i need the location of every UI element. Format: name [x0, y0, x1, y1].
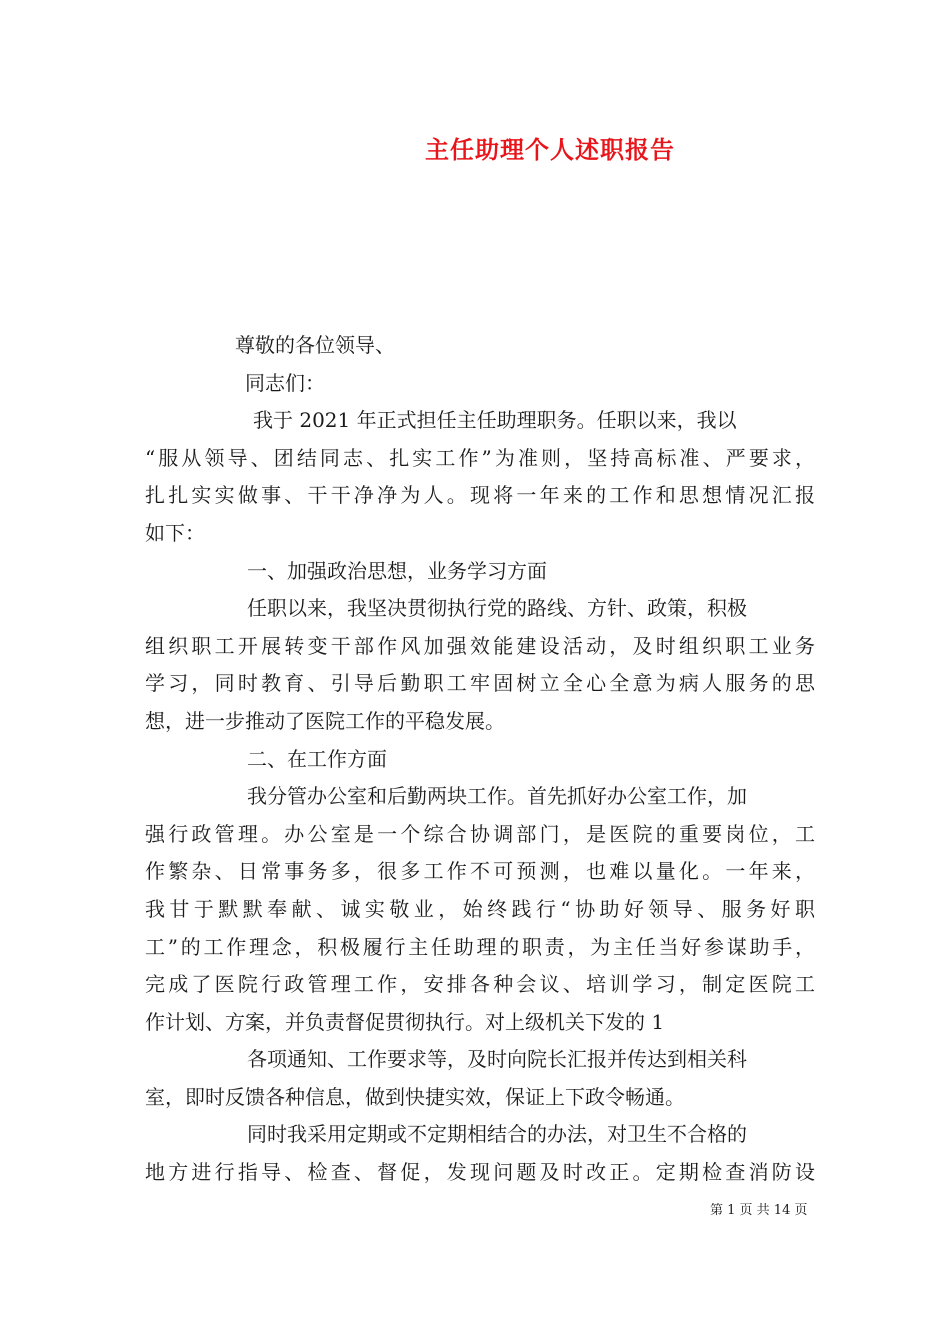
paragraph-line: 地方进行指导、检查、督促，发现问题及时改正。定期检查消防设 [145, 1160, 815, 1185]
section-heading: 一、加强政治思想，业务学习方面 [247, 558, 547, 583]
paragraph-line: 强行政管理。办公室是一个综合协调部门，是医院的重要岗位，工 [145, 821, 815, 846]
greeting-line: 尊敬的各位领导、 [235, 333, 395, 357]
document-body [145, 327, 815, 1192]
paragraph-line: 作计划、方案，并负责督促贯彻执行。对上级机关下发的 1 [145, 1009, 665, 1034]
paragraph-line: 如下： [145, 520, 205, 545]
paragraph-line: 想，进一步推动了医院工作的平稳发展。 [145, 708, 505, 733]
paragraph-line: 组织职工开展转变干部作风加强效能建设活动，及时组织职工业务 [145, 633, 815, 658]
paragraph-line: 扎扎实实做事、干干净净为人。现将一年来的工作和思想情况汇报 [145, 483, 815, 508]
paragraph-line: 各项通知、工作要求等，及时向院长汇报并传达到相关科 [247, 1047, 747, 1072]
paragraph-line: 学习，同时教育、引导后勤职工牢固树立全心全意为病人服务的思 [145, 671, 815, 696]
paragraph-line: 我甘于默默奉献、诚实敬业，始终践行“协助好领导、服务好职 [145, 896, 815, 921]
paragraph-line: 我分管办公室和后勤两块工作。首先抓好办公室工作，加 [247, 784, 747, 809]
paragraph-line: 完成了医院行政管理工作，安排各种会议、培训学习，制定医院工 [145, 972, 815, 997]
paragraph-line: 工”的工作理念，积极履行主任助理的职责，为主任当好参谋助手， [145, 934, 815, 959]
document-title: 主任助理个人述职报告 [425, 135, 675, 164]
paragraph-line: 任职以来，我坚决贯彻执行党的路线、方针、政策，积极 [247, 596, 747, 621]
section-heading: 二、在工作方面 [247, 746, 387, 771]
paragraph-line: “服从领导、团结同志、扎实工作”为准则，坚持高标准、严要求， [145, 445, 815, 470]
page-number-footer: 第 1 页 共 14 页 [710, 1203, 808, 1218]
greeting-line: 同志们： [245, 370, 325, 395]
paragraph-line: 同时我采用定期或不定期相结合的办法，对卫生不合格的 [247, 1122, 747, 1147]
paragraph-line: 我于 2021 年正式担任主任助理职务。任职以来，我以 [253, 408, 737, 433]
paragraph-line: 室，即时反馈各种信息，做到快捷实效，保证上下政令畅通。 [145, 1084, 685, 1109]
paragraph-line: 作繁杂、日常事务多，很多工作不可预测，也难以量化。一年来， [145, 859, 815, 884]
